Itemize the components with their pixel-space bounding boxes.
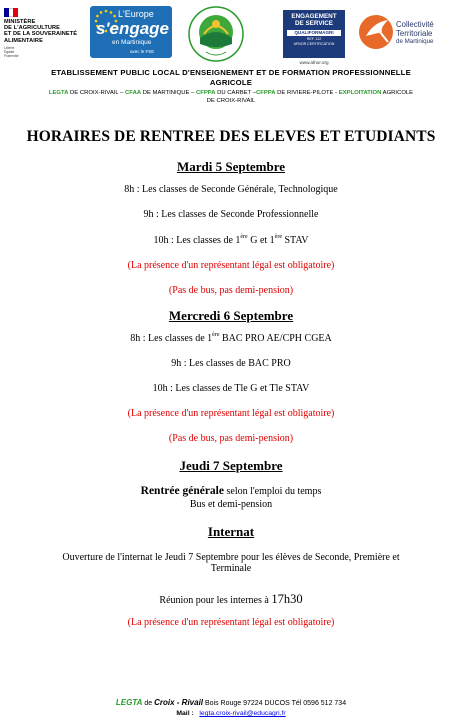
republic-motto: Liberté Égalité Fraternité	[4, 45, 19, 58]
general-start-line: Rentrée générale selon l'emploi du temps	[140, 485, 322, 497]
martinique-text: en Martinique	[112, 39, 152, 46]
section-heading-internat: Internat	[207, 524, 255, 539]
footer-address: LEGTA de Croix - Rivail Bois Rouge 97224 DUCOS Tél 0596 512 734	[115, 698, 347, 707]
schedule-line: 9h : Les classes de BAC PRO	[171, 358, 291, 369]
engagement-text: ENGAGEMENT	[291, 13, 337, 20]
schedule-line: 10h : Les classes de Tle G et Tle STAV	[152, 383, 310, 394]
internat-meeting: Réunion pour les internes à 17h30	[159, 592, 303, 606]
fse-text: avec le FSE	[130, 49, 155, 54]
ctm-logo	[358, 10, 460, 54]
ref-text: REF. 112	[306, 37, 322, 41]
notice-representative: (La présence d'un représentant légal est obligatoire)	[127, 260, 335, 271]
schedule-line: 8h : Les classes de 1ère BAC PRO AE/CPH CGEA	[130, 331, 332, 344]
bus-line: Bus et demi-pension	[189, 499, 273, 510]
service-text: DE SERVICE	[294, 20, 334, 27]
europe-text: L'Europe	[118, 9, 154, 19]
afnor-site: www.afnor.org	[299, 60, 329, 65]
page-title: HORAIRES DE RENTREE DES ELEVES ET ETUDIANTS	[26, 128, 436, 145]
engagement-service-logo	[283, 10, 345, 58]
engage-text: s'engage	[96, 19, 170, 38]
internat-opening: Ouverture de l'internat le Jeudi 7 Septembre pour les élèves de Seconde, Première et Terminale	[62, 552, 400, 574]
schedule-line: 10h : Les classes de 1ère G et 1ère STAV	[153, 233, 309, 246]
notice-representative: (La présence d'un représentant légal est obligatoire)	[127, 617, 335, 628]
europe-fse-logo	[90, 6, 172, 58]
notice-no-bus: (Pas de bus, pas demi-pension)	[168, 433, 294, 444]
footer-mail: Mail : legta.croix-rivail@educagri.fr	[176, 710, 286, 717]
establishment-name: ETABLISSEMENT PUBLIC LOCAL D'ENSEIGNEMENT ET DE FORMATION PROFESSIONNELLE AGRICOLE	[51, 68, 411, 87]
day-heading-mercredi: Mercredi 6 Septembre	[168, 308, 294, 323]
french-flag-icon	[4, 8, 18, 17]
legta-croix-rivail-logo	[186, 4, 246, 64]
schedule-line: 9h : Les classes de Seconde Professionnelle	[143, 209, 319, 220]
ministry-name: MINISTÈRE DE L'AGRICULTURE ET DE LA SOUVERAINETÉ ALIMENTAIRE	[4, 19, 78, 44]
sites-list: LEGTA DE CROIX-RIVAIL – CFAA DE MARTINIQUE – CFPPA DU CARBET –CFPPA DE RIVIERE-PILOTE - EXPLOITATION AGRICOLE DE CROIX-RIVAIL	[48, 90, 414, 104]
notice-representative: (La présence d'un représentant légal est obligatoire)	[127, 408, 335, 419]
hummingbird-icon	[358, 10, 396, 54]
qualiformagri-text: QUALIFORMAGRI	[287, 30, 341, 36]
day-heading-jeudi: Jeudi 7 Septembre	[179, 458, 283, 473]
ministry-logo	[4, 8, 86, 58]
ctm-text: Collectivité Territoriale de Martinique	[396, 20, 434, 46]
notice-no-bus: (Pas de bus, pas demi-pension)	[168, 285, 294, 296]
schedule-line: 8h : Les classes de Seconde Générale, Technologique	[124, 184, 338, 195]
day-heading-mardi: Mardi 5 Septembre	[176, 159, 286, 174]
afnor-text: AFNOR CERTIFICATION	[293, 42, 335, 46]
email-link[interactable]: legta.croix-rivail@educagri.fr	[199, 710, 286, 717]
logo-bar	[0, 6, 462, 66]
